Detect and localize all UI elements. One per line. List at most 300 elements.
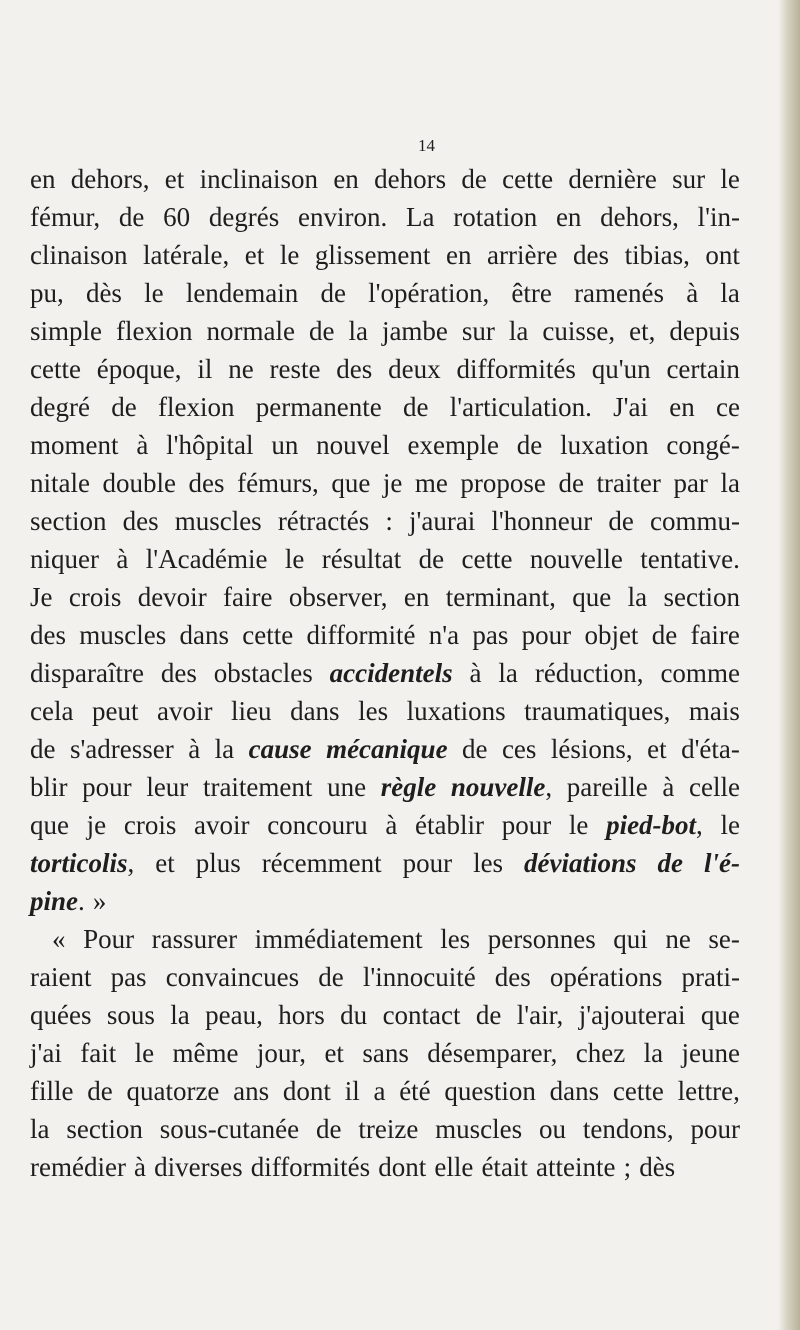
text: concouru bbox=[267, 810, 368, 840]
text-line bbox=[30, 236, 740, 274]
text: de bbox=[651, 620, 678, 650]
text: n'a bbox=[428, 620, 460, 650]
word bbox=[517, 426, 542, 464]
word bbox=[385, 502, 393, 540]
text: l'articulation. bbox=[449, 392, 592, 422]
text: récemment bbox=[261, 848, 382, 878]
word bbox=[573, 236, 609, 274]
word bbox=[491, 502, 592, 540]
word bbox=[30, 844, 134, 882]
word bbox=[154, 1148, 242, 1186]
italic-text: déviations bbox=[524, 848, 637, 878]
word bbox=[388, 350, 440, 388]
word bbox=[278, 996, 325, 1034]
text: à bbox=[385, 810, 398, 840]
word bbox=[522, 616, 572, 654]
word bbox=[163, 198, 190, 236]
text: de bbox=[516, 430, 543, 460]
text: dans bbox=[290, 696, 340, 726]
word bbox=[542, 312, 615, 350]
word bbox=[197, 350, 212, 388]
text: depuis bbox=[669, 316, 740, 346]
word bbox=[52, 920, 66, 958]
text: cuisse, bbox=[542, 316, 616, 346]
word bbox=[704, 844, 740, 882]
word bbox=[87, 1072, 112, 1110]
text: des bbox=[336, 354, 373, 384]
text: cette bbox=[502, 164, 554, 194]
text: des bbox=[122, 506, 159, 536]
text: clinaison bbox=[30, 240, 128, 270]
text: moment bbox=[30, 430, 119, 460]
italic-text: nouvelle bbox=[450, 772, 546, 802]
text: je bbox=[382, 468, 403, 498]
text: raient bbox=[30, 962, 92, 992]
text: de bbox=[318, 962, 344, 992]
word bbox=[278, 502, 369, 540]
word bbox=[92, 692, 139, 730]
word bbox=[143, 236, 229, 274]
word bbox=[451, 768, 552, 806]
text-line bbox=[30, 1110, 740, 1148]
word bbox=[415, 464, 448, 502]
text: une bbox=[327, 772, 367, 802]
text: des bbox=[30, 620, 66, 650]
text: j'aurai bbox=[408, 506, 476, 536]
text: à bbox=[136, 430, 149, 460]
text: avoir bbox=[194, 810, 250, 840]
text-line bbox=[30, 768, 740, 806]
word bbox=[111, 388, 136, 426]
text-line bbox=[30, 958, 740, 996]
word bbox=[340, 996, 367, 1034]
word bbox=[270, 350, 321, 388]
word bbox=[583, 1110, 674, 1148]
text: » bbox=[92, 886, 107, 916]
text: pour bbox=[402, 848, 453, 878]
word bbox=[681, 1034, 739, 1072]
text: des bbox=[160, 658, 197, 688]
text-line bbox=[30, 882, 740, 920]
text: objet bbox=[584, 620, 639, 650]
text: en bbox=[669, 392, 695, 422]
text: à bbox=[134, 1152, 147, 1182]
word bbox=[298, 198, 387, 236]
text: résultat bbox=[321, 544, 402, 574]
word bbox=[173, 1034, 239, 1072]
text: , bbox=[696, 810, 703, 840]
text: des bbox=[188, 468, 225, 498]
text: traumatiques, bbox=[524, 696, 671, 726]
word bbox=[30, 958, 91, 996]
text: terminant, bbox=[445, 582, 556, 612]
text: prati- bbox=[681, 962, 740, 992]
word bbox=[358, 1110, 418, 1148]
word bbox=[409, 502, 475, 540]
word bbox=[404, 578, 429, 616]
text: jambe bbox=[381, 316, 448, 346]
text: commu- bbox=[649, 506, 740, 536]
text: La bbox=[406, 202, 435, 232]
text: propose bbox=[460, 468, 546, 498]
word bbox=[592, 350, 651, 388]
word bbox=[662, 768, 674, 806]
word bbox=[720, 274, 740, 312]
text: tentative. bbox=[640, 544, 740, 574]
text: me bbox=[414, 468, 448, 498]
text: désemparer, bbox=[427, 1038, 558, 1068]
text: nitale bbox=[30, 468, 90, 498]
word bbox=[30, 616, 66, 654]
text: ces bbox=[501, 734, 537, 764]
word bbox=[324, 1034, 344, 1072]
text: glissement bbox=[314, 240, 431, 270]
word bbox=[665, 920, 690, 958]
word bbox=[71, 160, 150, 198]
word bbox=[205, 996, 263, 1034]
word bbox=[80, 1034, 116, 1072]
word bbox=[283, 1072, 331, 1110]
text: pareille bbox=[566, 772, 648, 802]
text: le bbox=[720, 164, 740, 194]
page-number: 14 bbox=[418, 136, 435, 155]
word bbox=[331, 464, 370, 502]
word bbox=[550, 958, 662, 996]
text: niquer bbox=[30, 544, 99, 574]
text: ; bbox=[623, 1152, 632, 1182]
text: faire bbox=[223, 582, 273, 612]
word bbox=[166, 426, 253, 464]
word bbox=[30, 806, 69, 844]
word bbox=[407, 692, 506, 730]
word bbox=[666, 426, 739, 464]
text: comme bbox=[660, 658, 740, 688]
word bbox=[166, 958, 299, 996]
text: que bbox=[700, 1000, 740, 1030]
text: muscles bbox=[79, 620, 167, 650]
text: à bbox=[188, 734, 201, 764]
text: traiter bbox=[596, 468, 661, 498]
text: établir bbox=[415, 810, 484, 840]
word bbox=[30, 426, 119, 464]
text-line bbox=[30, 806, 740, 844]
word bbox=[461, 160, 486, 198]
text: Je bbox=[30, 582, 53, 612]
word bbox=[251, 1148, 370, 1186]
text: d'éta- bbox=[681, 734, 740, 764]
word bbox=[535, 654, 644, 692]
word bbox=[584, 616, 638, 654]
word bbox=[257, 1034, 306, 1072]
word bbox=[567, 768, 648, 806]
word bbox=[524, 692, 670, 730]
text: l'air, bbox=[516, 1000, 564, 1030]
text: cette bbox=[612, 1076, 664, 1106]
word bbox=[708, 920, 739, 958]
text: environ. bbox=[298, 202, 388, 232]
text: il bbox=[197, 354, 213, 384]
word bbox=[368, 274, 489, 312]
text: remédier bbox=[30, 1152, 126, 1182]
word bbox=[30, 160, 55, 198]
text: le bbox=[144, 278, 164, 308]
text: la bbox=[30, 1114, 50, 1144]
word bbox=[720, 806, 740, 844]
word bbox=[663, 578, 739, 616]
word bbox=[155, 844, 175, 882]
text: nouvel bbox=[316, 430, 390, 460]
text: de bbox=[30, 734, 56, 764]
text: latérale, bbox=[143, 240, 230, 270]
word bbox=[87, 806, 107, 844]
text: qui bbox=[613, 924, 648, 954]
text: de bbox=[403, 392, 429, 422]
word bbox=[536, 1148, 615, 1186]
word bbox=[407, 426, 498, 464]
text: l'hôpital bbox=[166, 430, 254, 460]
text: ou bbox=[539, 1114, 567, 1144]
word bbox=[165, 160, 185, 198]
text: fait bbox=[80, 1038, 117, 1068]
word bbox=[30, 540, 99, 578]
word bbox=[539, 1110, 566, 1148]
italic-text: torticolis bbox=[30, 848, 128, 878]
word bbox=[691, 1110, 741, 1148]
text: dehors, bbox=[70, 164, 150, 194]
word bbox=[289, 578, 388, 616]
text: de bbox=[308, 316, 335, 346]
word bbox=[30, 882, 85, 920]
text: Pour bbox=[83, 924, 135, 954]
word bbox=[316, 426, 390, 464]
text: réduction, bbox=[534, 658, 644, 688]
text: que bbox=[331, 468, 371, 498]
text: l'in- bbox=[697, 202, 740, 232]
word bbox=[69, 578, 121, 616]
word bbox=[86, 274, 122, 312]
text-line bbox=[30, 350, 740, 388]
text: crois bbox=[123, 810, 177, 840]
word bbox=[70, 730, 174, 768]
word bbox=[157, 692, 212, 730]
word bbox=[378, 1148, 426, 1186]
text: a bbox=[373, 1076, 386, 1106]
word bbox=[126, 1072, 219, 1110]
word bbox=[502, 160, 553, 198]
word bbox=[30, 198, 100, 236]
text-line bbox=[30, 426, 740, 464]
text: à bbox=[662, 772, 675, 802]
text: ont bbox=[705, 240, 740, 270]
word bbox=[383, 996, 461, 1034]
word bbox=[434, 1148, 473, 1186]
text: blir bbox=[30, 772, 68, 802]
word bbox=[629, 312, 655, 350]
word bbox=[689, 768, 740, 806]
text: pour bbox=[521, 620, 572, 650]
italic-text: pine bbox=[30, 886, 79, 916]
text: muscles bbox=[174, 506, 262, 536]
text: sur bbox=[461, 316, 495, 346]
word bbox=[462, 540, 513, 578]
text: opérations bbox=[549, 962, 663, 992]
text: et bbox=[647, 734, 667, 764]
italic-text: de bbox=[657, 848, 683, 878]
text: des bbox=[573, 240, 610, 270]
word bbox=[502, 730, 536, 768]
word bbox=[658, 844, 683, 882]
text: j'ai bbox=[30, 1038, 62, 1068]
italic-text: cause bbox=[248, 734, 312, 764]
word bbox=[30, 768, 68, 806]
text: fémurs, bbox=[237, 468, 319, 498]
word bbox=[476, 996, 501, 1034]
word bbox=[271, 426, 298, 464]
text: cette bbox=[30, 354, 81, 384]
text: . bbox=[78, 886, 85, 916]
word bbox=[135, 1034, 155, 1072]
text: et, bbox=[629, 316, 656, 346]
text: le bbox=[279, 240, 300, 270]
word bbox=[415, 806, 484, 844]
text: rassurer bbox=[151, 924, 238, 954]
text: de bbox=[418, 544, 445, 574]
text: de bbox=[87, 1076, 113, 1106]
text: lieu bbox=[231, 696, 272, 726]
word bbox=[30, 236, 127, 274]
word bbox=[30, 1110, 50, 1148]
word bbox=[435, 1110, 522, 1148]
text: les bbox=[440, 924, 471, 954]
word bbox=[444, 1072, 536, 1110]
text: s'adresser bbox=[69, 734, 174, 764]
text-line bbox=[30, 502, 740, 540]
text-line bbox=[30, 920, 740, 958]
word bbox=[152, 920, 237, 958]
text: disparaître bbox=[30, 658, 144, 688]
text: la bbox=[498, 658, 518, 688]
text: ramenés bbox=[574, 278, 665, 308]
word bbox=[625, 236, 690, 274]
text: arrière bbox=[487, 240, 558, 270]
word bbox=[30, 464, 90, 502]
text: atteinte bbox=[536, 1152, 616, 1182]
word bbox=[290, 692, 340, 730]
word bbox=[669, 388, 694, 426]
italic-text: pied-bot bbox=[606, 810, 697, 840]
text: dès bbox=[85, 278, 122, 308]
text: de bbox=[461, 164, 487, 194]
word bbox=[495, 958, 531, 996]
text: celle bbox=[689, 772, 740, 802]
text: les bbox=[473, 848, 504, 878]
text: pu, bbox=[30, 278, 64, 308]
text: de bbox=[608, 506, 634, 536]
text: exemple bbox=[407, 430, 499, 460]
text: sans bbox=[362, 1038, 409, 1068]
text: de bbox=[462, 734, 488, 764]
text-line bbox=[30, 388, 740, 426]
text: des bbox=[494, 962, 531, 992]
text: la bbox=[720, 278, 740, 308]
text: dans bbox=[549, 1076, 600, 1106]
text: immédiatement bbox=[254, 924, 423, 954]
word bbox=[669, 312, 740, 350]
word bbox=[530, 540, 623, 578]
word bbox=[30, 502, 106, 540]
text: nouvelle bbox=[529, 544, 623, 574]
text: leur bbox=[146, 772, 189, 802]
word bbox=[666, 350, 739, 388]
word bbox=[403, 844, 453, 882]
word bbox=[362, 1034, 409, 1072]
word bbox=[111, 958, 147, 996]
text-line bbox=[30, 844, 740, 882]
text: difformités bbox=[456, 354, 576, 384]
text: obstacles bbox=[213, 658, 313, 688]
text: permanente bbox=[255, 392, 382, 422]
text: de bbox=[118, 202, 145, 232]
text: en bbox=[403, 582, 430, 612]
word bbox=[245, 236, 265, 274]
word bbox=[705, 236, 740, 274]
word bbox=[502, 806, 552, 844]
word bbox=[613, 388, 648, 426]
text: et bbox=[244, 240, 265, 270]
text: la bbox=[508, 316, 529, 346]
text: faire bbox=[690, 620, 740, 650]
text: se- bbox=[708, 924, 740, 954]
text: fille bbox=[30, 1076, 74, 1106]
word bbox=[374, 160, 446, 198]
text: qu'un bbox=[591, 354, 651, 384]
text: à bbox=[116, 544, 129, 574]
text: flexion bbox=[158, 392, 235, 422]
word bbox=[624, 1148, 632, 1186]
word bbox=[720, 160, 740, 198]
text: l'innocuité bbox=[362, 962, 476, 992]
text: section bbox=[66, 1114, 143, 1144]
text: double bbox=[102, 468, 177, 498]
text: un bbox=[271, 430, 299, 460]
word bbox=[237, 464, 319, 502]
word bbox=[689, 692, 740, 730]
text: par bbox=[673, 468, 708, 498]
text: l'Académie bbox=[145, 544, 268, 574]
text: mais bbox=[688, 696, 740, 726]
text: sous bbox=[106, 1000, 155, 1030]
text: même bbox=[172, 1038, 239, 1068]
word bbox=[572, 578, 611, 616]
word bbox=[456, 350, 575, 388]
word bbox=[381, 768, 436, 806]
text: dehors bbox=[374, 164, 447, 194]
word bbox=[215, 730, 235, 768]
text: jour, bbox=[256, 1038, 307, 1068]
word bbox=[336, 350, 372, 388]
word bbox=[462, 312, 495, 350]
word bbox=[613, 920, 648, 958]
text: difformité bbox=[306, 620, 416, 650]
word bbox=[446, 578, 556, 616]
word bbox=[231, 692, 272, 730]
text: du bbox=[340, 1000, 368, 1030]
word bbox=[462, 730, 487, 768]
word bbox=[194, 806, 249, 844]
text: traitement bbox=[202, 772, 313, 802]
text: jeune bbox=[681, 1038, 740, 1068]
text: treize bbox=[358, 1114, 419, 1144]
